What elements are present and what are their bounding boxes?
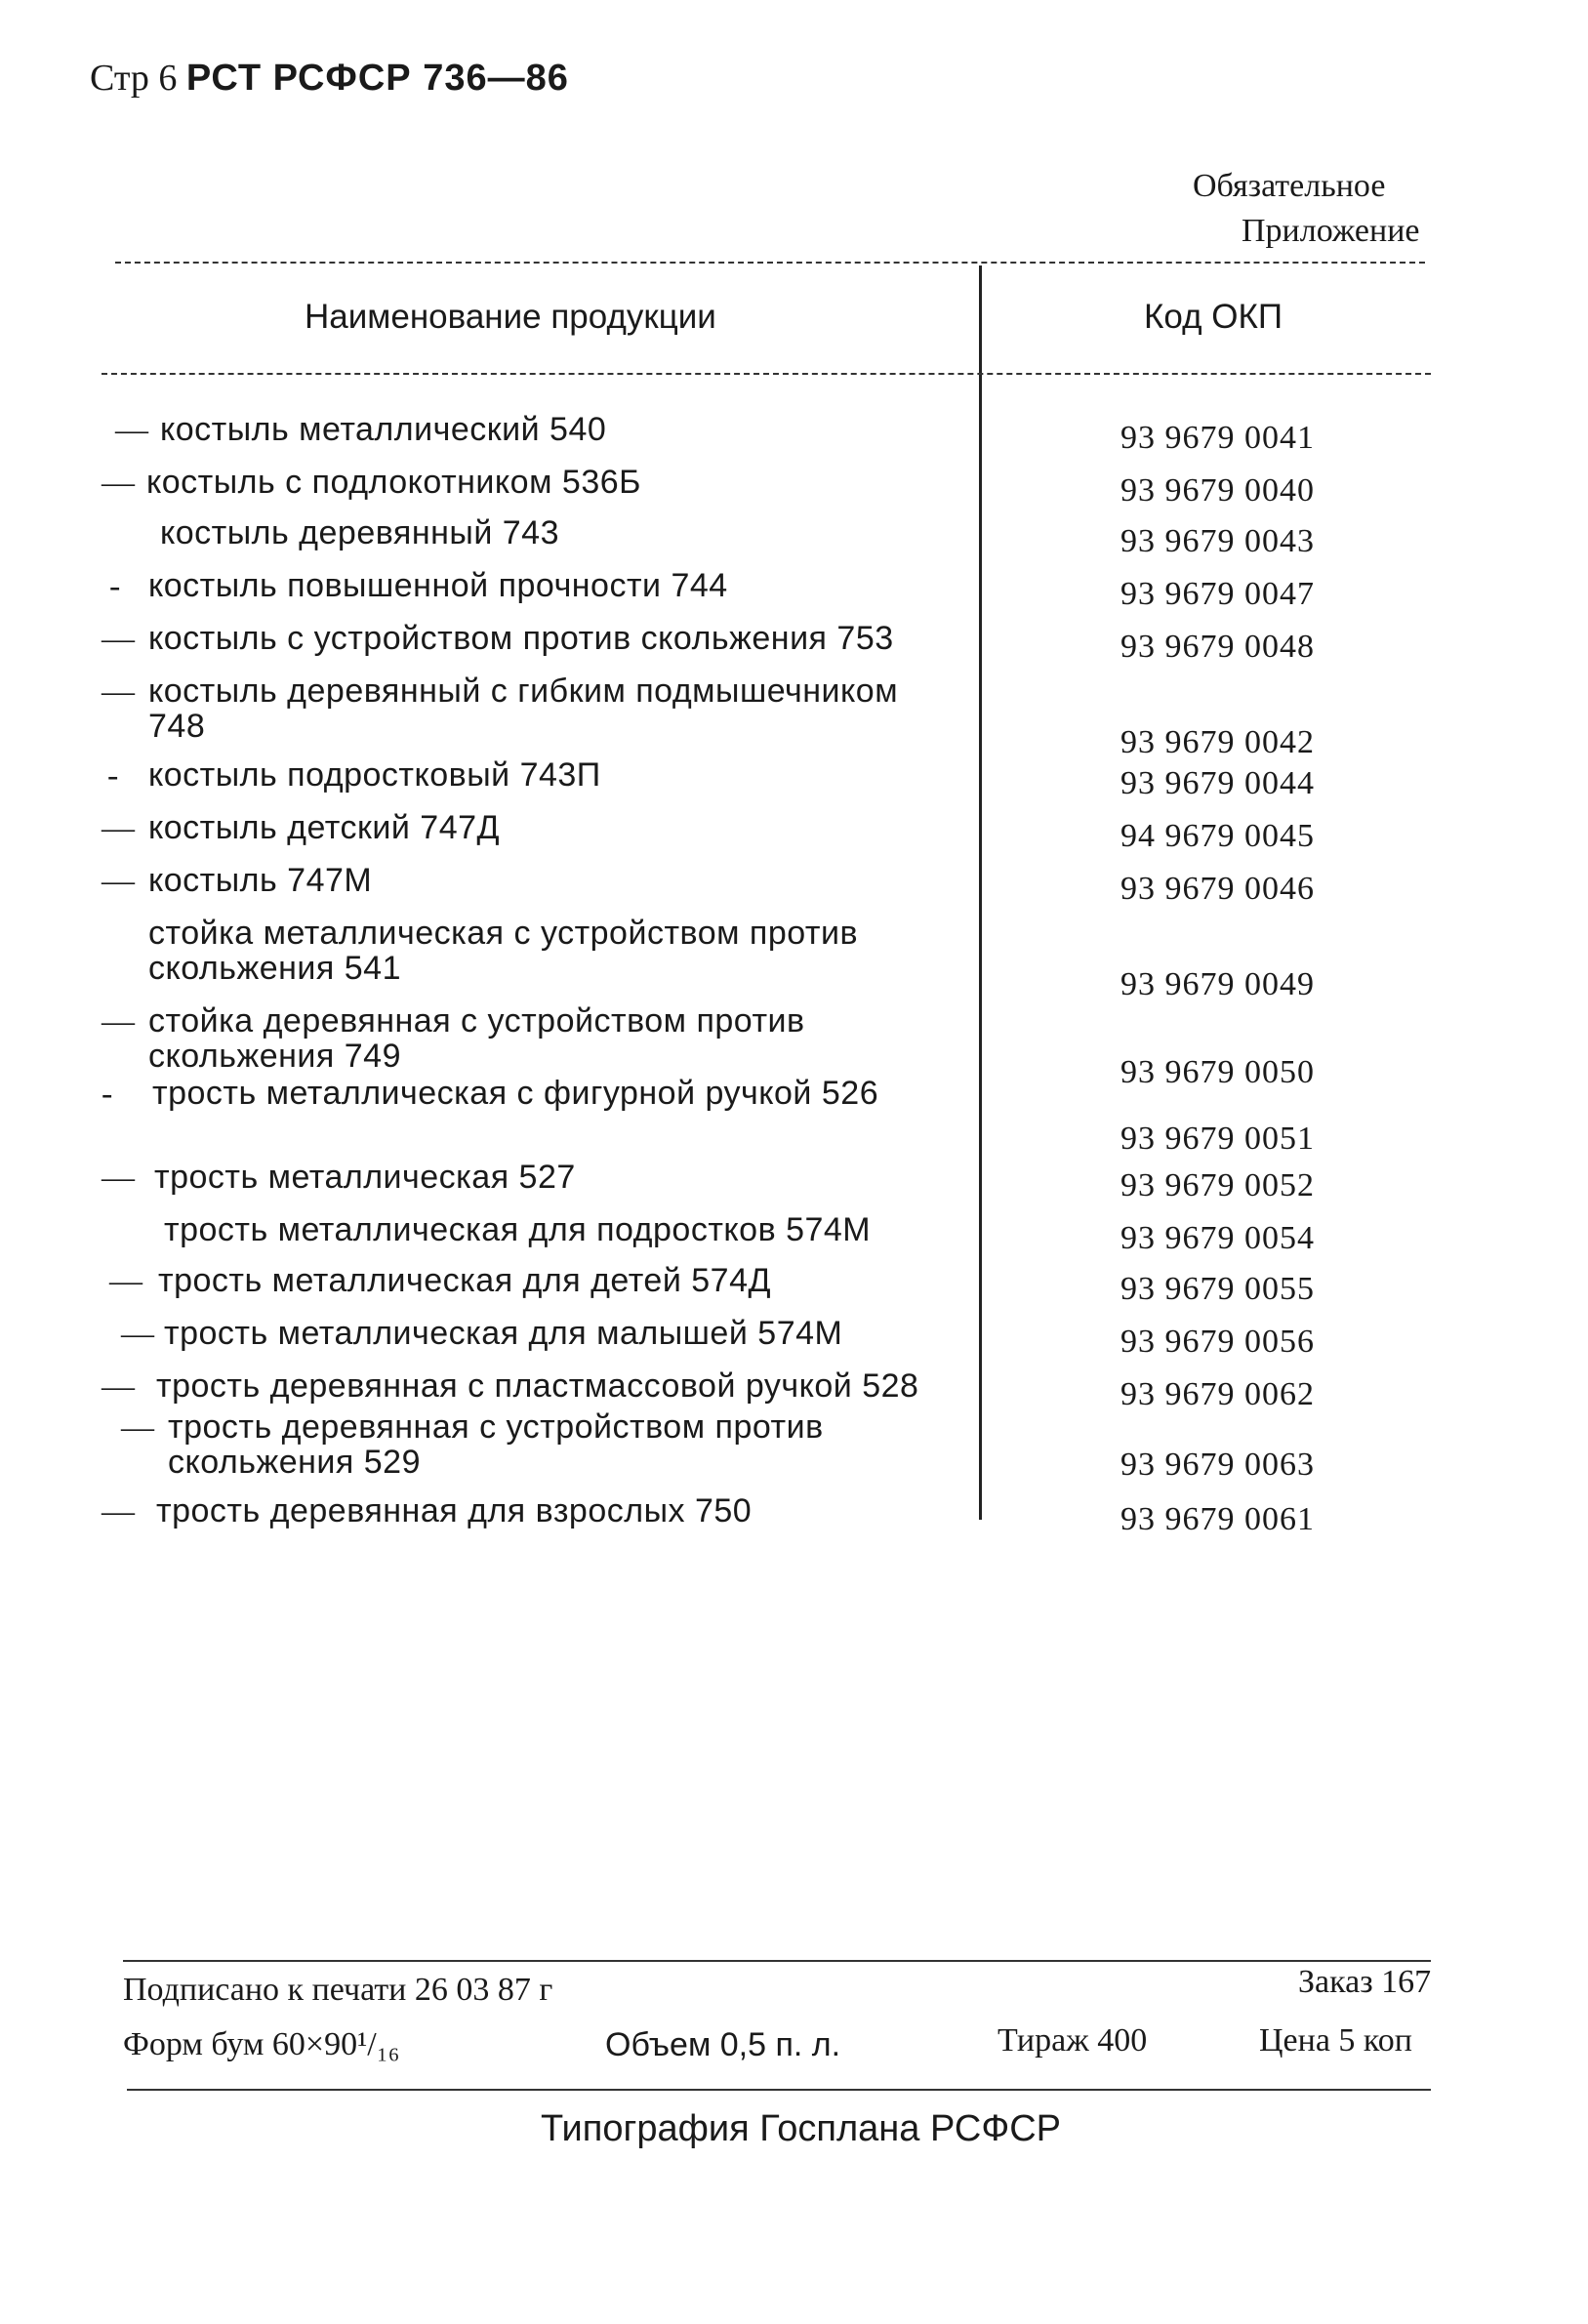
product-name: трость деревянная с пластмассовой ручкой 528 [156, 1367, 919, 1405]
okp-code: 93 9679 0040 [1120, 472, 1315, 509]
row-dash: — [102, 1493, 135, 1529]
product-name: трость деревянная для взрослых 750 [156, 1492, 753, 1529]
okp-code: 93 9679 0051 [1120, 1121, 1315, 1157]
row-dash: - [107, 757, 119, 794]
okp-code: 93 9679 0046 [1120, 871, 1315, 907]
printer-name: Типография Госплана РСФСР [541, 2108, 1062, 2149]
imprint-bottom-rule [127, 2089, 1431, 2091]
product-name: костыль с устройством против скольжения 753 [148, 620, 894, 657]
column-header-code: Код ОКП [1144, 298, 1283, 336]
okp-code: 93 9679 0044 [1120, 765, 1315, 801]
imprint-signed: Подписано к печати 26 03 87 г [123, 1972, 553, 2008]
product-name: костыль детский 747Д [148, 809, 501, 846]
okp-code: 94 9679 0045 [1120, 818, 1315, 854]
imprint-format: Форм бум 60×90¹/₁₆ [123, 2026, 400, 2062]
product-name: стойка металлическая с устройством против скольжения 541 [148, 915, 859, 987]
standard-code: РСТ РСФСР 736—86 [185, 58, 569, 99]
product-name: костыль деревянный 743 [160, 514, 559, 551]
okp-code: 93 9679 0049 [1120, 966, 1315, 1002]
row-dash: — [102, 1368, 135, 1405]
product-name: стойка деревянная с устройством против скольжения 749 [148, 1002, 805, 1075]
row-dash: — [102, 621, 135, 657]
product-name: костыль с подлокотником 536Б [146, 464, 641, 501]
row-dash: — [121, 1409, 154, 1446]
imprint-run: Тираж 400 [998, 2022, 1148, 2059]
product-name: костыль повышенной прочности 744 [148, 567, 728, 604]
row-dash: — [102, 465, 135, 501]
annex-label-2: Приложение [1242, 213, 1420, 249]
okp-code: 93 9679 0056 [1120, 1324, 1315, 1360]
column-header-name: Наименование продукции [305, 298, 716, 336]
okp-code: 93 9679 0062 [1120, 1376, 1315, 1412]
okp-code: 93 9679 0061 [1120, 1501, 1315, 1537]
row-dash: — [102, 863, 135, 899]
product-name: трость металлическая 527 [154, 1159, 576, 1196]
okp-code: 93 9679 0054 [1120, 1220, 1315, 1256]
okp-code: 93 9679 0050 [1120, 1054, 1315, 1090]
product-name: трость деревянная с устройством против скольжения 529 [168, 1408, 824, 1481]
okp-code: 93 9679 0041 [1120, 420, 1315, 456]
product-name: костыль металлический 540 [160, 411, 607, 448]
product-name: костыль подростковый 743П [148, 756, 601, 794]
okp-code: 93 9679 0052 [1120, 1167, 1315, 1203]
product-name: трость металлическая для детей 574Д [158, 1262, 772, 1299]
imprint-volume: Объем 0,5 п. л. [605, 2026, 841, 2063]
okp-code: 93 9679 0043 [1120, 523, 1315, 559]
row-dash: — [109, 1263, 143, 1299]
imprint-price: Цена 5 коп [1259, 2022, 1412, 2059]
product-name: трость металлическая с фигурной ручкой 526 [152, 1075, 879, 1112]
row-dash: — [102, 1003, 135, 1040]
row-dash: - [109, 568, 121, 604]
row-dash: — [102, 673, 135, 710]
okp-code: 93 9679 0042 [1120, 724, 1315, 760]
okp-code: 93 9679 0063 [1120, 1447, 1315, 1483]
okp-code: 93 9679 0047 [1120, 576, 1315, 612]
row-dash: — [121, 1316, 154, 1352]
product-name: трость металлическая для малышей 574М [164, 1315, 843, 1352]
row-dash: - [102, 1076, 113, 1112]
product-name: трость металлическая для подростков 574М [164, 1211, 872, 1248]
product-name: костыль 747М [148, 862, 373, 899]
okp-code: 93 9679 0055 [1120, 1271, 1315, 1307]
page-label: Стр 6 [90, 58, 178, 99]
annex-label: Обязательное [1193, 168, 1386, 204]
row-dash: — [115, 412, 148, 448]
imprint-top-rule [123, 1960, 1431, 1962]
okp-code: 93 9679 0048 [1120, 629, 1315, 665]
imprint-order: Заказ 167 [1298, 1964, 1432, 2000]
product-name: костыль деревянный с гибким подмышечником 748 [148, 673, 899, 745]
row-dash: — [102, 810, 135, 846]
row-dash: — [102, 1160, 135, 1196]
